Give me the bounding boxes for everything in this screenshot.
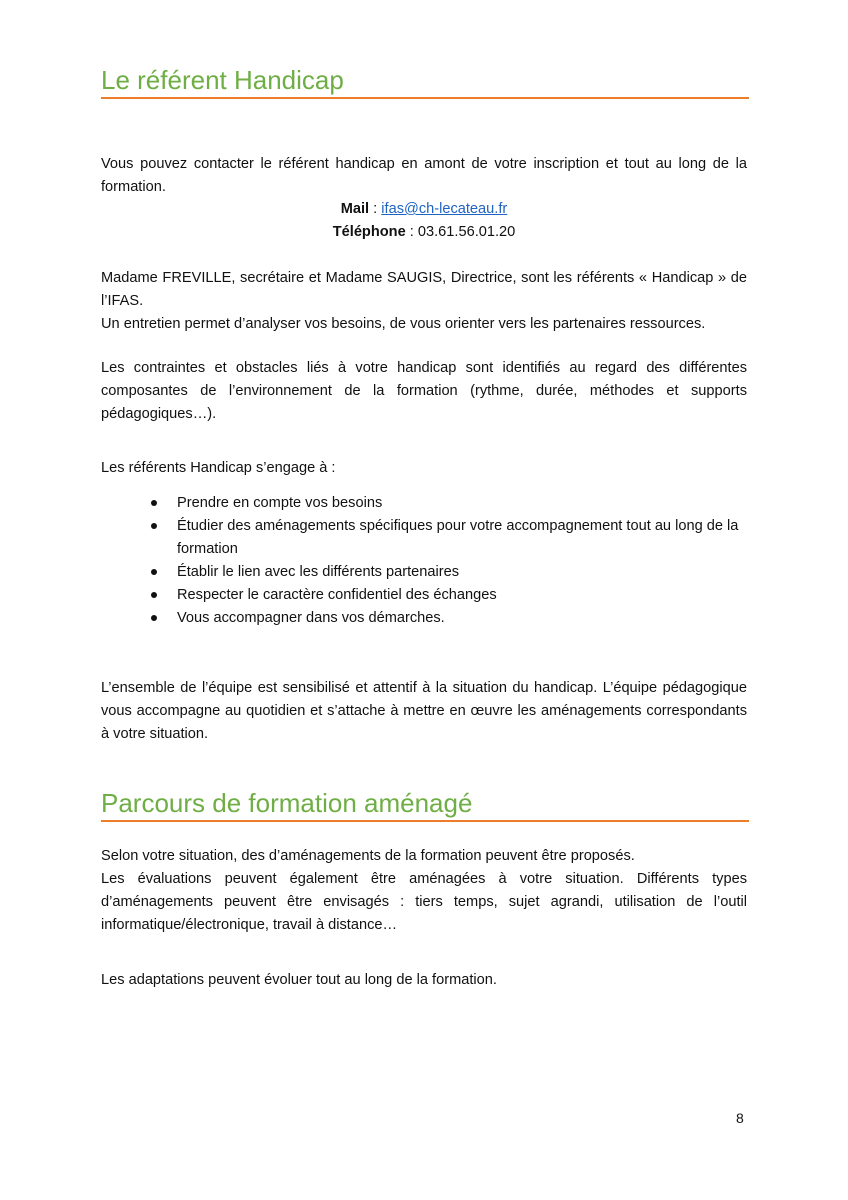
phone-value: : 03.61.56.01.20 xyxy=(405,224,516,240)
mail-separator: : xyxy=(369,201,382,217)
intro-paragraph: Vous pouvez contacter le référent handicap en amont de votre inscription et tout au long de la formation. xyxy=(101,156,747,195)
mail-label: Mail xyxy=(340,201,370,217)
section-title-referent: Le référent Handicap xyxy=(101,64,749,99)
evaluations-paragraph: Les évaluations peuvent également être aménagées à votre situation. Différents types d’aménagements peuvent être envisagés : tiers temps, sujet agrandi, utilisation de l’outil informatique/électronique, travail à distance… xyxy=(101,871,747,933)
bullet-icon xyxy=(151,569,157,575)
contact-phone-line xyxy=(101,221,747,244)
list-item: Établir le lien avec les différents partenaires xyxy=(101,561,747,584)
bullet-icon xyxy=(151,615,157,621)
page-number: 8 xyxy=(736,1110,744,1126)
section-title-parcours: Parcours de formation aménagé xyxy=(101,787,749,822)
mail-link[interactable]: ifas@ch-lecateau.fr xyxy=(381,201,508,217)
list-item: Prendre en compte vos besoins xyxy=(101,492,747,515)
list-item: Étudier des aménagements spécifiques pour votre accompagnement tout au long de la formation xyxy=(101,515,747,561)
team-paragraph: L’ensemble de l’équipe est sensibilisé et attentif à la situation du handicap. L’équipe pédagogique vous accompagne au quotidien et s’attache à mettre en œuvre les aménagements correspondants à votre situation. xyxy=(101,680,747,742)
engagement-intro: Les référents Handicap s’engage à : xyxy=(101,460,336,476)
interview-paragraph: Un entretien permet d’analyser vos besoins, de vous orienter vers les partenaires ressources. xyxy=(101,316,706,332)
situation-paragraph: Selon votre situation, des d’aménagements de la formation peuvent être proposés. xyxy=(101,848,635,864)
list-item: Vous accompagner dans vos démarches. xyxy=(101,607,747,630)
constraints-paragraph: Les contraintes et obstacles liés à votre handicap sont identifiés au regard des différentes composantes de l’environnement de la formation (rythme, durée, méthodes et supports pédagogiques…). xyxy=(101,360,747,422)
phone-label: Téléphone xyxy=(332,224,406,240)
bullet-icon xyxy=(151,592,157,598)
referents-paragraph: Madame FREVILLE, secrétaire et Madame SAUGIS, Directrice, sont les référents « Handicap » de l’IFAS. xyxy=(101,270,747,309)
adaptations-paragraph: Les adaptations peuvent évoluer tout au long de la formation. xyxy=(101,972,497,988)
engagement-list xyxy=(101,492,747,630)
list-item: Respecter le caractère confidentiel des échanges xyxy=(101,584,747,607)
contact-mail-line xyxy=(101,198,747,221)
bullet-icon xyxy=(151,500,157,506)
bullet-icon xyxy=(151,523,157,529)
